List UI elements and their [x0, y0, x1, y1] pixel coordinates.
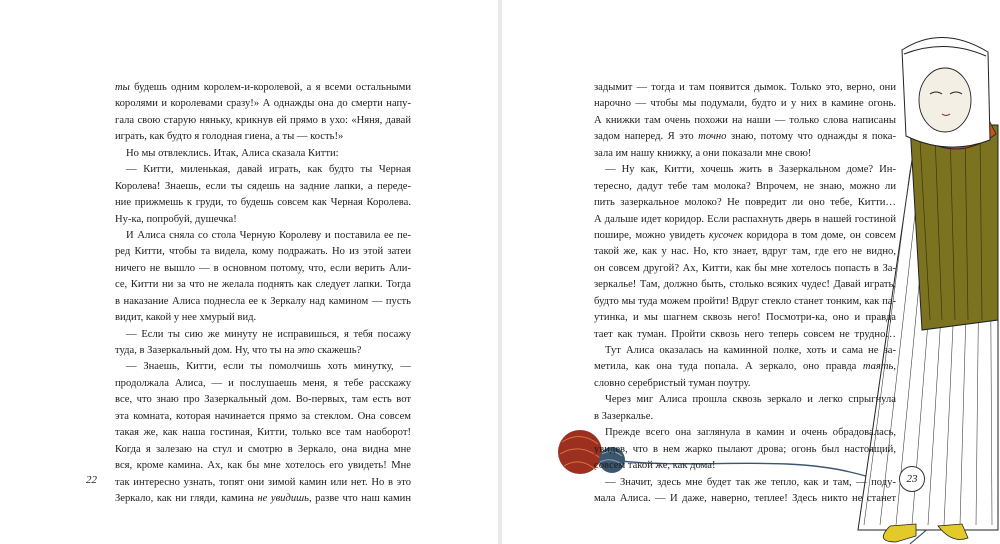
text-line	[115, 80, 411, 96]
text-run: в наказание Алиса поднесла ее к Зеркалу над камином — пусть	[115, 295, 411, 307]
text-run: видит, какой у нее хмурый вид.	[115, 312, 257, 324]
text-line	[115, 162, 411, 178]
text-line	[115, 475, 411, 491]
text-line	[594, 261, 896, 277]
text-run: Зеркало, как ни гляди, камина	[115, 492, 258, 504]
text-line	[594, 228, 896, 244]
italic-run: точно	[698, 131, 727, 143]
text-line	[594, 179, 896, 195]
text-run: тает как туман. Пройти сквозь него теперь совсем не трудно…	[594, 328, 896, 340]
text-line	[115, 195, 411, 211]
text-run: Но мы отвлеклись. Итак, Алиса сказала Китти:	[126, 147, 339, 159]
text-run: будешь одним королем-и-королевой, а я всеми остальными	[129, 82, 411, 93]
text-run: метила, как она туда попала. А зеркало, оно правда	[594, 361, 863, 373]
text-run: — Значит, здесь мне будет так же тепло, как и там, — поду-	[605, 476, 896, 488]
text-run: — Знаешь, Китти, если ты помолчишь хоть минутку, —	[126, 361, 411, 373]
text-line	[115, 458, 411, 474]
text-line	[115, 244, 411, 260]
text-run: такой же, как у нас. Но, кто знает, вдруг там, где его не видно,	[594, 246, 896, 258]
text-line	[594, 458, 896, 474]
text-line	[594, 310, 896, 326]
right-page-text	[594, 80, 896, 507]
text-line	[594, 294, 896, 310]
text-line	[115, 96, 411, 112]
text-run: задом наперед. Я это	[594, 131, 699, 143]
text-line	[594, 162, 896, 178]
text-run: Когда я залезаю на стул и смотрю в Зеркало, она видна мне	[115, 443, 411, 455]
text-line	[594, 96, 896, 112]
text-run: зала им нашу книжку, а они показали мне свою!	[594, 147, 812, 159]
text-line	[594, 425, 896, 441]
text-line	[115, 228, 411, 244]
text-line	[594, 343, 896, 359]
text-run: королями и королевами сразу!» А однажды она до смерти напу-	[115, 98, 411, 110]
text-line	[594, 146, 896, 162]
text-run: эта комната, которая начинается прямо за стеклом. Она совсем	[115, 410, 411, 422]
text-line	[115, 261, 411, 277]
page-number-right: 23	[899, 466, 925, 492]
text-line	[115, 425, 411, 441]
text-line	[594, 475, 896, 491]
italic-run: таять	[862, 361, 894, 373]
text-run: А книжки там очень похожи на наши — только слова написаны	[594, 114, 896, 126]
text-run: знаю, потому что однажды я пока-	[726, 131, 897, 143]
text-run: тересно, дадут тебе там молока? Впрочем, не знаю, можно ли	[594, 180, 896, 192]
page-number-left: 22	[86, 474, 97, 486]
text-line	[594, 277, 896, 293]
text-line	[115, 327, 411, 343]
text-run: он совсем другой? Ах, Китти, как бы мне хотелось попасть в За-	[594, 262, 896, 274]
text-line	[594, 212, 896, 228]
text-run: в Зазеркалье.	[594, 410, 654, 422]
text-run: будто мы туда можем пройти! Вдруг стекло станет тонким, как па-	[594, 295, 896, 307]
text-run: продолжала Алиса, — и послушаешь меня, я тебе расскажу	[115, 377, 411, 389]
text-run: пить зазеркальное молоко? Не повредит ли оно тебе, Китти…	[594, 197, 896, 209]
text-line	[115, 212, 411, 228]
text-run: мала Алиса. — И даже, наверно, теплее! Здесь никто не станет	[594, 492, 896, 504]
text-run: ничего не вышло — в основном потому, что, если верить Али-	[115, 262, 411, 274]
text-run: зеркалье! Там, должно быть, столько всяких чудес! Давай играть,	[594, 279, 896, 291]
italic-run: не увидишь	[257, 492, 309, 504]
text-run: вся, кроме камина. Ах, как бы мне хотелось его увидеть! Мне	[115, 460, 411, 472]
italic-run: это	[297, 345, 315, 356]
text-line	[115, 359, 411, 375]
text-line	[115, 310, 411, 326]
text-line	[594, 113, 896, 129]
text-run: Королева! Знаешь, если ты сядешь на задние лапки, а переде-	[115, 180, 411, 192]
text-run: нарочно — чтобы мы подумали, будто и у них в камине огонь.	[594, 98, 896, 110]
text-run: Тут Алиса оказалась на каминной полке, хоть и сама не за-	[605, 345, 896, 356]
text-line	[115, 343, 411, 359]
text-run: так интересно узнать, топят они зимой камин или нет. Но в это	[115, 476, 411, 488]
text-line	[115, 491, 411, 507]
text-line	[115, 392, 411, 408]
text-line	[115, 179, 411, 195]
text-run: коридора в том доме, он совсем	[742, 229, 897, 241]
text-line	[594, 80, 896, 96]
text-run: И Алиса сняла со стола Черную Королеву и поставила ее пе-	[126, 229, 411, 241]
text-run: ние прижмешь к груди, то будешь совсем как Черная Королева.	[115, 197, 411, 209]
text-run: увидев, что в нем жарко пылают дрова; огонь был настоящий,	[594, 443, 896, 455]
text-line	[115, 113, 411, 129]
text-run: Через миг Алиса прошла сквозь зеркало и легко спрыгнула	[605, 394, 896, 406]
text-run: совсем такой же, как дома!	[594, 460, 716, 472]
text-run: задымит — тогда и там появится дымок. Только это, верно, они	[594, 82, 896, 93]
text-run: — Ну как, Китти, хочешь жить в Зазеркальном доме? Ин-	[605, 164, 896, 176]
text-run: Прежде всего она заглянула в камин и очень обрадовалась,	[605, 427, 896, 439]
text-run: утинка, и мы шагнем сквозь него! Посмотри-ка, оно и правда	[594, 312, 896, 324]
text-line	[594, 409, 896, 425]
text-line	[594, 491, 896, 507]
text-run: словно серебристый туман поутру.	[594, 377, 751, 389]
text-run: гала свою старую няньку, крикнув ей прямо в ухо: «Няня, давай	[115, 114, 411, 126]
text-run: туда, в Зазеркальный дом. Ну, что ты на	[115, 345, 298, 356]
italic-run: ты	[115, 82, 130, 93]
left-page-text	[115, 80, 411, 507]
left-page	[0, 0, 498, 544]
text-line	[594, 327, 896, 343]
text-run: ред Китти, чтобы та видела, кому подражать. Но из этой затеи	[115, 246, 411, 258]
text-line	[115, 376, 411, 392]
text-line	[115, 409, 411, 425]
text-run: такая же, как наша гостиная, Китти, только все там наоборот!	[115, 427, 411, 439]
text-run: — Если ты сию же минуту не исправишься, я тебя посажу	[126, 328, 411, 340]
text-run: все, что знаю про Зазеркальный дом. Во-первых, там есть вот	[115, 394, 411, 406]
text-run: — Китти, миленькая, давай играть, как будто ты Черная	[126, 164, 411, 176]
text-run: А дальше идет коридор. Если распахнуть дверь в нашей гостиной	[594, 213, 896, 225]
text-line	[115, 146, 411, 162]
italic-run: кусочек	[708, 229, 743, 241]
text-line	[594, 129, 896, 145]
text-line	[115, 129, 411, 145]
text-run: Ну-ка, попробуй, душечка!	[115, 213, 237, 225]
text-line	[115, 294, 411, 310]
text-run: се, Китти ни за что не желала поднять как следует лапки. Тогда	[115, 279, 411, 291]
text-run: скажешь?	[314, 345, 362, 356]
text-line	[594, 359, 896, 375]
text-run: , разве что наш камин	[308, 492, 412, 504]
text-run: ,	[893, 361, 896, 373]
text-line	[115, 277, 411, 293]
text-run: играть, как будто я голодная гиена, а ты — кость!»	[115, 131, 344, 143]
text-line	[594, 392, 896, 408]
text-run: пошире, можно увидеть	[594, 229, 709, 241]
text-line	[594, 244, 896, 260]
text-line	[594, 195, 896, 211]
text-line	[594, 442, 896, 458]
text-line	[115, 442, 411, 458]
text-line	[594, 376, 896, 392]
